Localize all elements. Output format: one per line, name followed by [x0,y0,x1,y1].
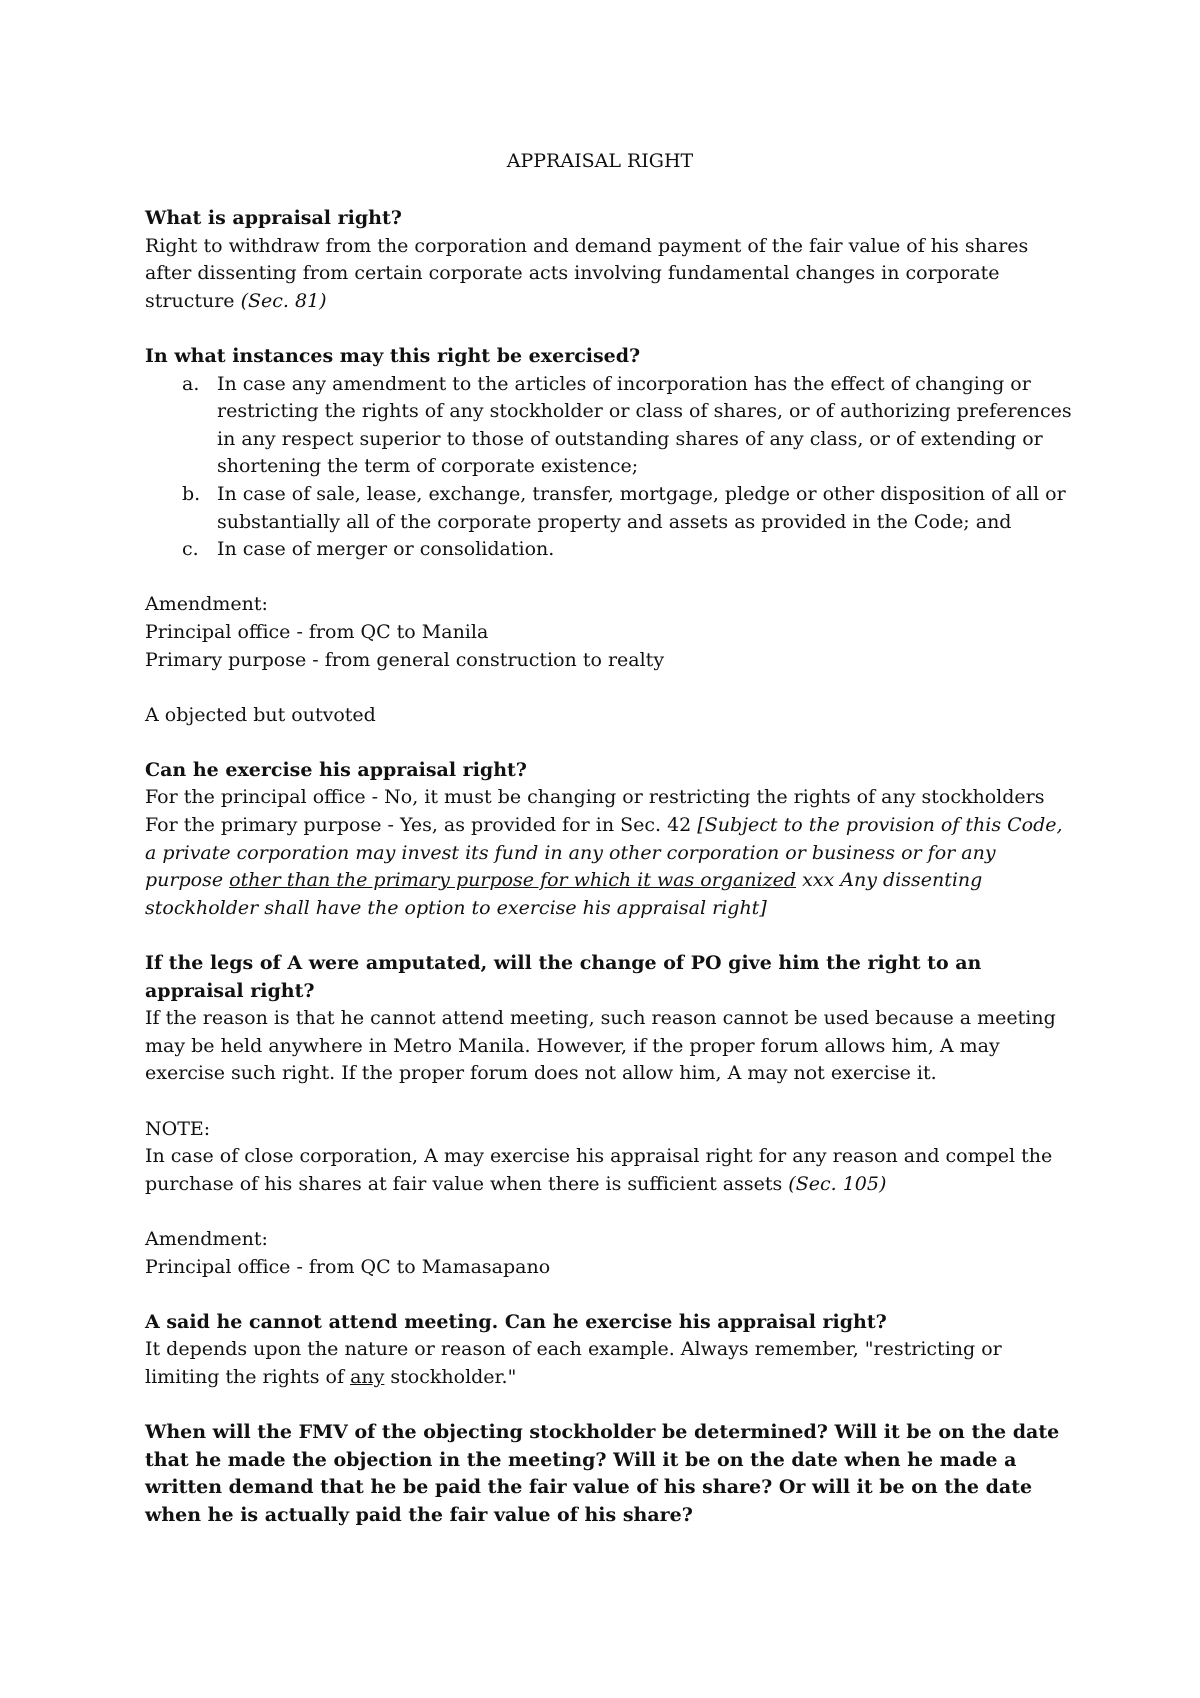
answer-principal-office: For the principal office - No, it must be changing or restricting the rights of any stockholders [145,786,1045,809]
question-instances: In what instances may this right be exercised? [145,344,641,367]
list-marker: b. [182,482,201,505]
answer-cannot-attend [145,1336,1075,1391]
amendment-principal-office: Principal office - from QC to Manila [145,620,489,643]
citation-sec-105: (Sec. 105) [788,1172,887,1195]
list-item [145,536,1075,564]
note-body: In case of close corporation, A may exercise his appraisal right for any reason and compel the purchase of his shares at fair value when there is sufficient assets [145,1145,1053,1195]
note-label: NOTE: [145,1117,211,1140]
answer-definition [145,233,1075,316]
amendment-label: Amendment: [145,593,268,616]
sec-42-underlined: other than the primary purpose for which it was organized [229,869,797,892]
question-fmv-date: When will the FMV of the objecting stockholder be determined? Will it be on the date that he made the objection in the meeting? Will it be on the date when he made a written demand that he be paid the fair value of his share? Or will it be on the date when he is actually paid the fair value of his share? [145,1421,1060,1526]
fact-statement: A objected but outvoted [145,703,376,726]
answer-primary-purpose [145,812,1075,922]
list-item-text: In case of merger or consolidation. [217,538,555,561]
list-item-text: In case any amendment to the articles of incorporation has the effect of changing or restricting the rights of any stockholder or class of shares, or of authorizing preferences in any respect superior to those of outstanding shares of any class, or of extending or shortening the term of corporate existence; [217,372,1072,478]
question-what-is-appraisal-right: What is appraisal right? [145,207,402,229]
question-cannot-attend: A said he cannot attend meeting. Can he exercise his appraisal right? [145,1310,887,1333]
answer-cannot-attend-part: stockholder." [384,1365,517,1388]
underlined-any: any [350,1365,385,1388]
list-marker: c. [182,538,199,561]
list-item [145,371,1075,481]
question-can-he-exercise: Can he exercise his appraisal right? [145,758,527,781]
instances-list [145,371,1075,564]
list-item [145,481,1075,536]
list-item-text: In case of sale, lease, exchange, transfer, mortgage, pledge or other disposition of all or substantially all of the corporate property and assets as provided in the Code; and [217,482,1066,533]
note-text [145,1143,1075,1198]
answer-definition-text: Right to withdraw from the corporation and demand payment of the fair value of his shares after dissenting from certain corporate acts involving fundamental changes in corporate structure [145,234,1029,312]
answer-primary-purpose-text: For the primary purpose - Yes, as provided for in Sec. 42 [145,814,698,837]
citation-sec-81: (Sec. 81) [240,289,327,312]
answer-legs-amputated: If the reason is that he cannot attend meeting, such reason cannot be used because a meeting may be held anywhere in Metro Manila. However, if the proper forum allows him, A may exercise such right. If the proper forum does not allow him, A may not exercise it. [145,1007,1056,1085]
question-legs-amputated: If the legs of A were amputated, will the change of PO give him the right to an appraisal right? [145,952,982,1002]
answer-cannot-attend-part: It depends upon the nature or reason of each example. Always remember, "restricting or limiting the rights of [145,1338,1002,1388]
document-body [145,205,1075,1530]
sec-42-quote-part: [Subject to the provision of this Code, a private corporation may invest its fund in any other corporation or business or for any purpose [145,814,1063,892]
page-title: APPRAISAL RIGHT [506,150,694,172]
amendment-primary-purpose: Primary purpose - from general construction to realty [145,648,665,671]
list-marker: a. [182,372,200,395]
amendment-label-2: Amendment: [145,1227,268,1250]
sec-42-quote-part: xxx Any dissenting stockholder shall have the option to exercise his appraisal right] [145,869,983,919]
amendment-principal-office-2: Principal office - from QC to Mamasapano [145,1255,551,1278]
